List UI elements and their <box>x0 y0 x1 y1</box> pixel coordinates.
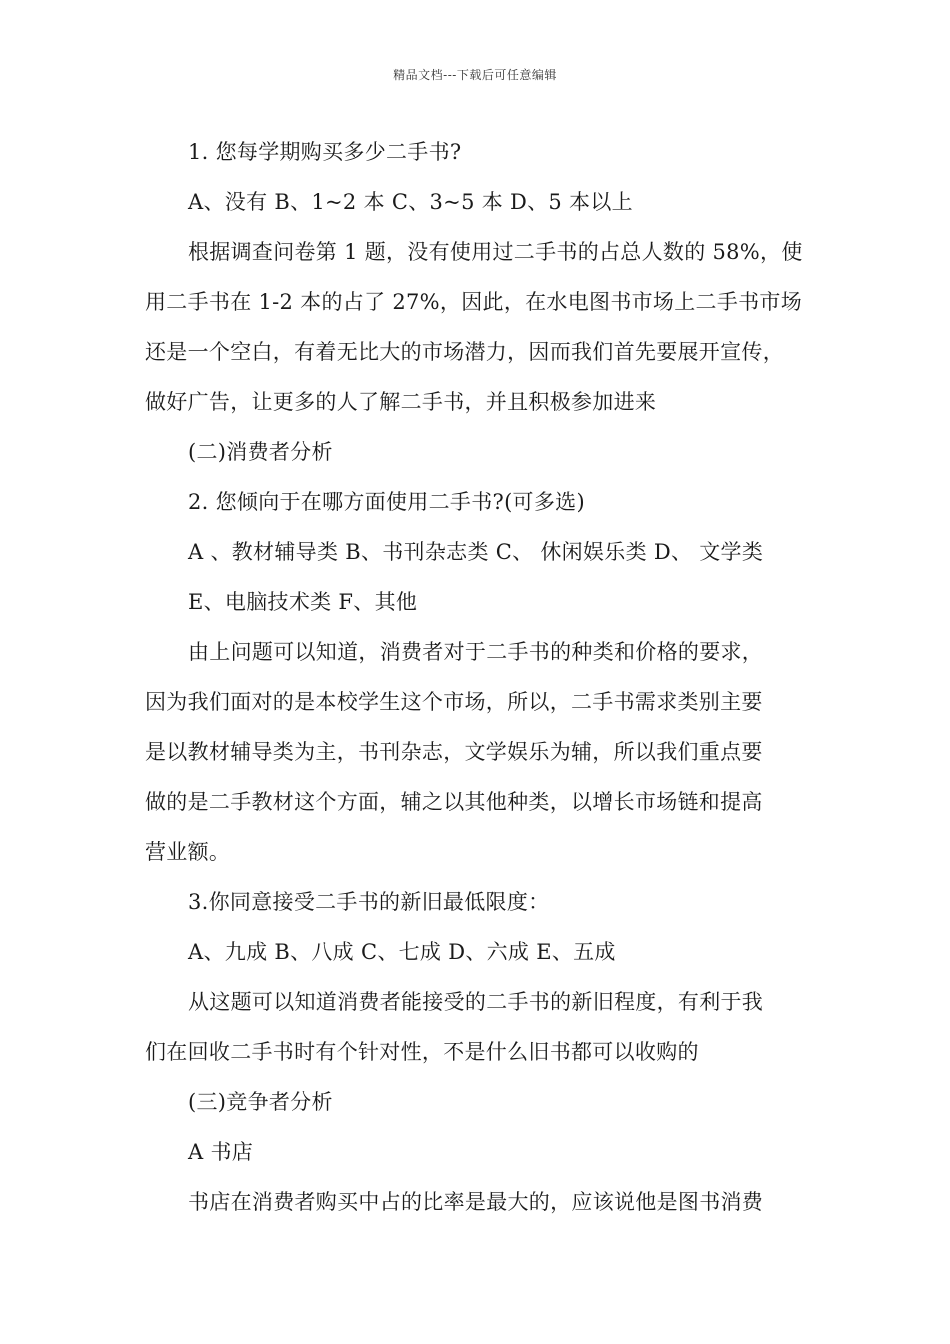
paragraph-line: 根据调查问卷第 1 题，没有使用过二手书的占总人数的 58%，使 <box>188 240 803 264</box>
paragraph-line: 做好广告，让更多的人了解二手书，并且积极参加进来 <box>145 390 657 414</box>
paragraph-line: 还是一个空白，有着无比大的市场潜力，因而我们首先要展开宣传， <box>145 340 784 364</box>
paragraph-line: 们在回收二手书时有个针对性，不是什么旧书都可以收购的 <box>145 1040 699 1064</box>
paragraph-line: 做的是二手教材这个方面，辅之以其他种类，以增长市场链和提高 <box>145 790 763 814</box>
paragraph-line: 用二手书在 1-2 本的占了 27%，因此，在水电图书市场上二手书市场 <box>145 290 803 314</box>
question-1: 1. 您每学期购买多少二手书? <box>188 140 462 164</box>
question-2-options: E、电脑技术类 F、其他 <box>188 590 418 614</box>
section-heading-consumer: (二)消费者分析 <box>188 440 333 464</box>
question-2-options: A 、教材辅导类 B、书刊杂志类 C、 休闲娱乐类 D、 文学类 <box>188 540 764 564</box>
question-1-options: A、没有 B、1~2 本 C、3~5 本 D、5 本以上 <box>188 190 633 214</box>
subheading-bookstore: A 书店 <box>188 1140 254 1164</box>
paragraph-line: 是以教材辅导类为主，书刊杂志，文学娱乐为辅，所以我们重点要 <box>145 740 763 764</box>
section-heading-competitor: (三)竞争者分析 <box>188 1090 333 1114</box>
paragraph-line: 由上问题可以知道，消费者对于二手书的种类和价格的要求， <box>188 640 764 664</box>
question-3-options: A、九成 B、八成 C、七成 D、六成 E、五成 <box>188 940 616 964</box>
question-2: 2. 您倾向于在哪方面使用二手书?(可多选) <box>188 490 585 514</box>
question-3: 3.你同意接受二手书的新旧最低限度： <box>188 890 550 914</box>
paragraph-line: 书店在消费者购买中占的比率是最大的，应该说他是图书消费 <box>188 1190 764 1214</box>
paragraph-line: 营业额。 <box>145 840 231 864</box>
paragraph-line: 从这题可以知道消费者能接受的二手书的新旧程度，有利于我 <box>188 990 764 1014</box>
page-header: 精品文档---下载后可任意编辑 <box>393 68 557 82</box>
paragraph-line: 因为我们面对的是本校学生这个市场，所以，二手书需求类别主要 <box>145 690 763 714</box>
